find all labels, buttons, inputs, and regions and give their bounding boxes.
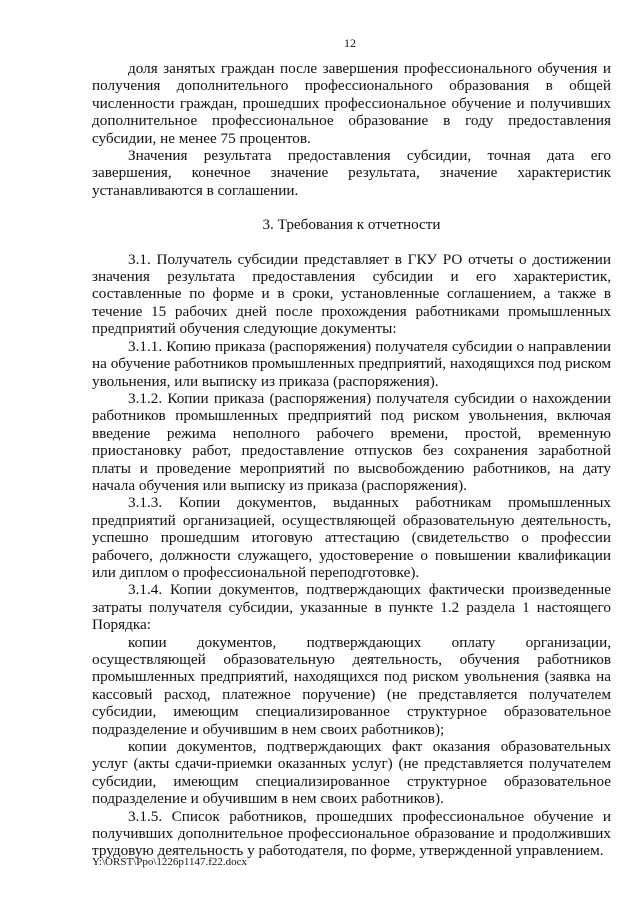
- paragraph-3-1-2: 3.1.2. Копии приказа (распоряжения) получателя субсидии о нахождении работников промышленных предприятий под риском увольнения, включая введение режима неполного рабочего времени, простой, временную приостановку работ, предоставление отпусков без сохранения заработной платы и проведение мероприятий по высвобождению работников, на дату начала обучения или выписку из приказа (распоряжения).: [92, 389, 611, 494]
- paragraph-payment-docs: копии документов, подтверждающих оплату организации, осуществляющей образовательную деятельность, обучения работников промышленных предприятий, находящихся под риском увольнения (заявка на кассовый расход, платежное поручение) (не представляется получателем субсидии, имеющим специализированное структурное образовательное подразделение и обучившим в нем своих работников);: [92, 633, 611, 738]
- paragraph-employment-share: доля занятых граждан после завершения профессионального обучения и получения дополнительного профессионального образования в общей численности граждан, прошедших профессиональное обучение и получивших дополнительное профессиональное образование в году предоставления субсидии, не менее 75 процентов.: [92, 60, 611, 147]
- paragraph-3-1-1: 3.1.1. Копию приказа (распоряжения) получателя субсидии о направлении на обучение работников промышленных предприятий, находящихся под риском увольнения, или выписку из приказа (распоряжения).: [92, 337, 611, 390]
- paragraph-result-values: Значения результата предоставления субсидии, точная дата его завершения, конечное значение результата, значение характеристик устанавливаются в соглашении.: [92, 147, 611, 199]
- file-path-footer: Y:\ORST\Ppo\1226p1147.f22.docx: [92, 856, 248, 868]
- paragraph-3-1: 3.1. Получатель субсидии представляет в ГКУ РО отчеты о достижении значения результата предоставления субсидии и его характеристик, составленные по форме и в сроки, установленные соглашением, а также в течение 15 рабочих дней после прохождения работниками промышленных предприятий обучения следующие документы:: [92, 250, 611, 338]
- paragraph-3-1-3: 3.1.3. Копии документов, выданных работникам промышленных предприятий организацией, осуществляющей образовательную деятельность, успешно прошедшим итоговую аттестацию (свидетельство о профессии рабочего, должности служащего, удостоверение о повышении квалификации или диплом о профессиональной переподготовке).: [92, 494, 611, 581]
- document-body: [92, 60, 611, 860]
- paragraph-3-1-5: 3.1.5. Список работников, прошедших профессиональное обучение и получивших дополнительное профессиональное образование и продолживших трудовую деятельность у работодателя, по форме, утвержденной управлением.: [92, 807, 611, 860]
- paragraph-service-docs: копии документов, подтверждающих факт оказания образовательных услуг (акты сдачи-приемки оказанных услуг) (не представляется получателем субсидии, имеющим специализированное структурное образовательное подразделение и обучившим в нем своих работников).: [92, 738, 611, 808]
- page-number: 12: [344, 36, 356, 50]
- section-heading: 3. Требования к отчетности: [262, 216, 441, 234]
- paragraph-3-1-4: 3.1.4. Копии документов, подтверждающих фактически произведенные затраты получателя субсидии, указанные в пункте 1.2 раздела 1 настоящего Порядка:: [92, 581, 611, 634]
